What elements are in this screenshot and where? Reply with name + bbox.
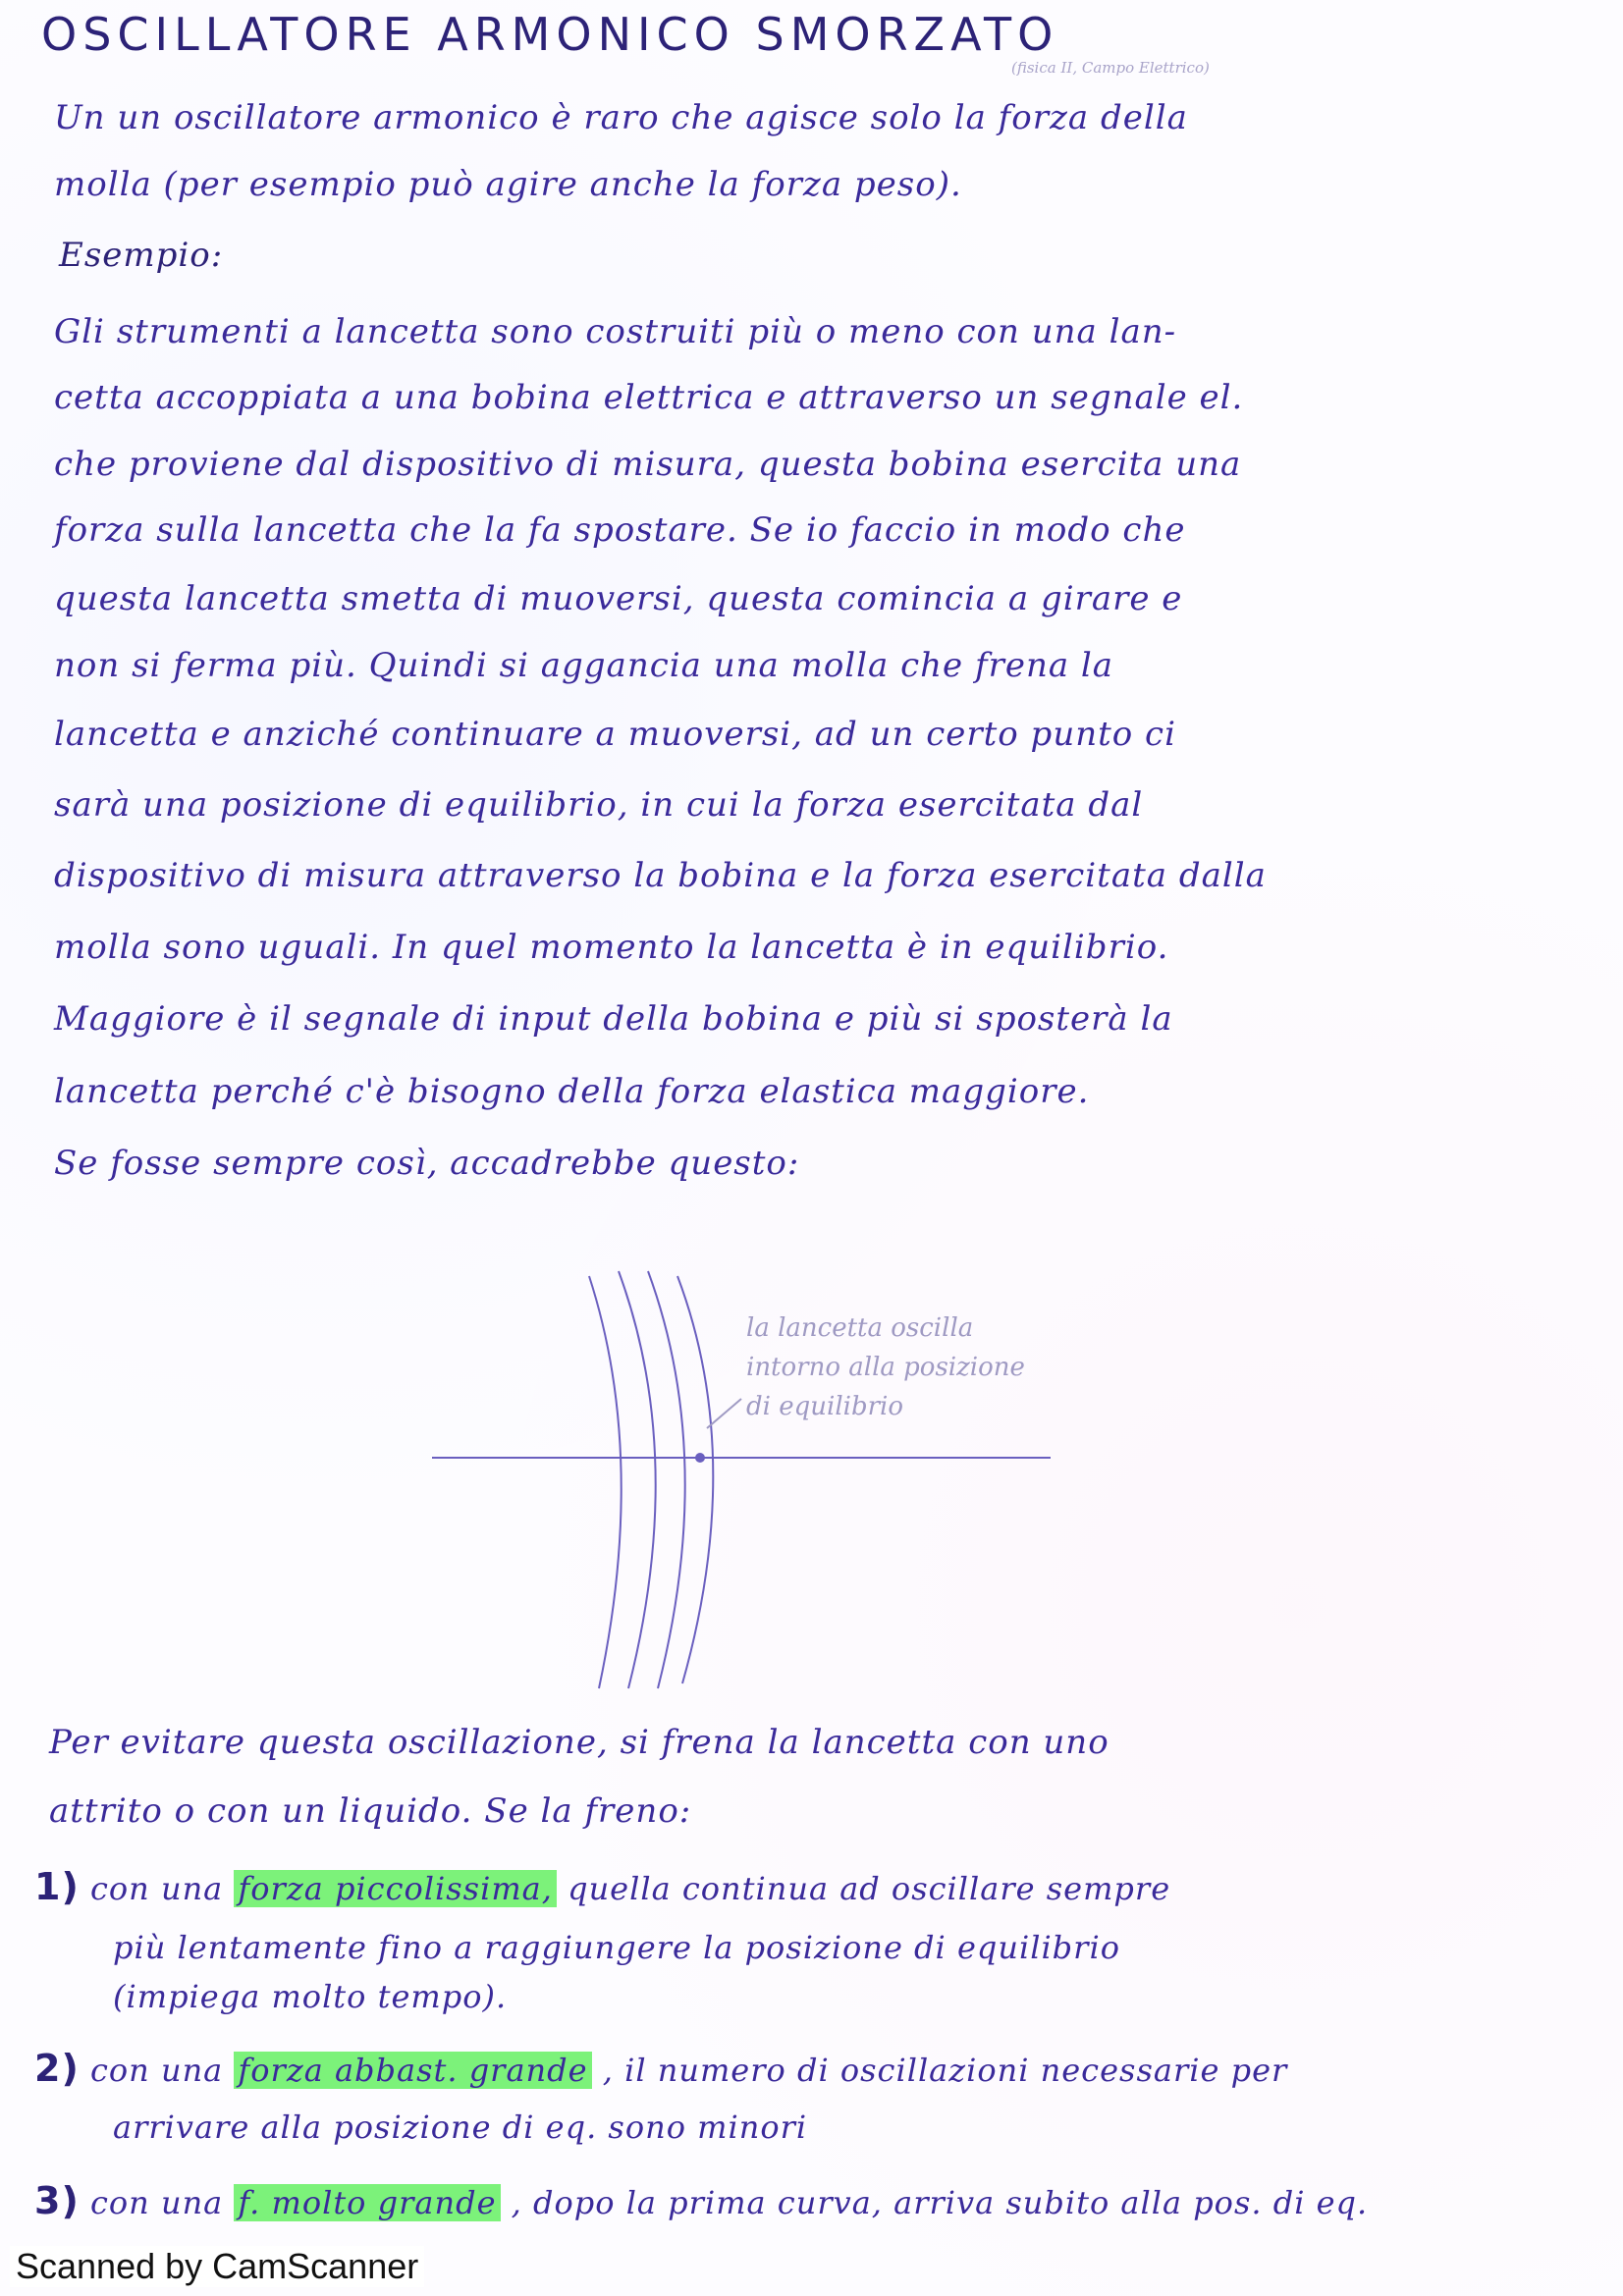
intro-line: non si ferma più. Quindi si aggancia una molla che frena la [54, 646, 1114, 685]
list-text: con una [89, 2052, 224, 2089]
intro-line: Se fosse sempre così, accadrebbe questo: [54, 1144, 800, 1183]
highlight: f. molto grande [234, 2184, 500, 2221]
after-line: Per evitare questa oscillazione, si frena la lancetta con uno [49, 1723, 1109, 1762]
pivot-point [695, 1453, 705, 1463]
intro-line: Un un oscillatore armonico è raro che agisce solo la forza della [54, 98, 1188, 137]
intro-line: lancetta perché c'è bisogno della forza elastica maggiore. [54, 1072, 1090, 1111]
page-title: OSCILLATORE ARMONICO SMORZATO [41, 8, 1059, 61]
oscillation-diagram [422, 1256, 1090, 1708]
list-continuation: (impiega molto tempo). [113, 1978, 508, 2015]
intro-line: sarà una posizione di equilibrio, in cui la forza esercitata dal [54, 785, 1144, 825]
scanner-watermark: Scanned by CamScanner [10, 2246, 424, 2287]
intro-line: cetta accoppiata a una bobina elettrica e attraverso un segnale el. [54, 378, 1244, 417]
intro-line: Gli strumenti a lancetta sono costruiti più o meno con una lan- [54, 312, 1177, 351]
needle-arc [648, 1271, 685, 1688]
needle-arc [677, 1276, 713, 1683]
intro-line: questa lancetta smetta di muoversi, questa comincia a girare e [54, 579, 1183, 618]
needle-arc [619, 1271, 656, 1688]
corner-note: (fisica II, Campo Elettrico) [1011, 59, 1210, 77]
intro-line: Maggiore è il segnale di input della bobina e più si sposterà la [54, 999, 1173, 1039]
list-text: con una [89, 2184, 224, 2221]
diagram-note: intorno alla posizione [746, 1353, 1025, 1382]
intro-line: dispositivo di misura attraverso la bobina e la forza esercitata dalla [54, 856, 1267, 895]
intro-line: molla (per esempio può agire anche la forza peso). [54, 165, 962, 204]
list-number: 2) [34, 2047, 80, 2090]
list-text: con una [89, 1870, 224, 1907]
list-item [34, 2179, 1368, 2222]
intro-line: che proviene dal dispositivo di misura, questa bobina esercita una [54, 445, 1242, 484]
list-text: , dopo la prima curva, arriva subito alla pos. di eq. [511, 2184, 1369, 2221]
list-number: 3) [34, 2179, 80, 2222]
list-text: , il numero di oscillazioni necessarie per [602, 2052, 1288, 2089]
list-number: 1) [34, 1865, 80, 1908]
intro-line: molla sono uguali. In quel momento la lancetta è in equilibrio. [54, 928, 1169, 967]
list-item [34, 2047, 1287, 2090]
example-heading: Esempio: [59, 236, 224, 275]
diagram-note: la lancetta oscilla [746, 1313, 974, 1343]
list-item [34, 1865, 1170, 1908]
needle-arc [589, 1276, 622, 1688]
list-text: quella continua ad oscillare sempre [568, 1870, 1171, 1907]
intro-line: forza sulla lancetta che la fa spostare. Se io faccio in modo che [54, 510, 1186, 550]
list-continuation: più lentamente fino a raggiungere la posizione di equilibrio [113, 1929, 1120, 1966]
after-line: attrito o con un liquido. Se la freno: [49, 1791, 692, 1831]
list-continuation: arrivare alla posizione di eq. sono minori [113, 2109, 808, 2146]
diagram-note: di equilibrio [746, 1392, 903, 1421]
annotation-arrow [707, 1399, 741, 1428]
highlight: forza abbast. grande [234, 2052, 591, 2089]
highlight: forza piccolissima, [234, 1870, 556, 1907]
intro-line: lancetta e anziché continuare a muoversi, ad un certo punto ci [54, 715, 1176, 754]
